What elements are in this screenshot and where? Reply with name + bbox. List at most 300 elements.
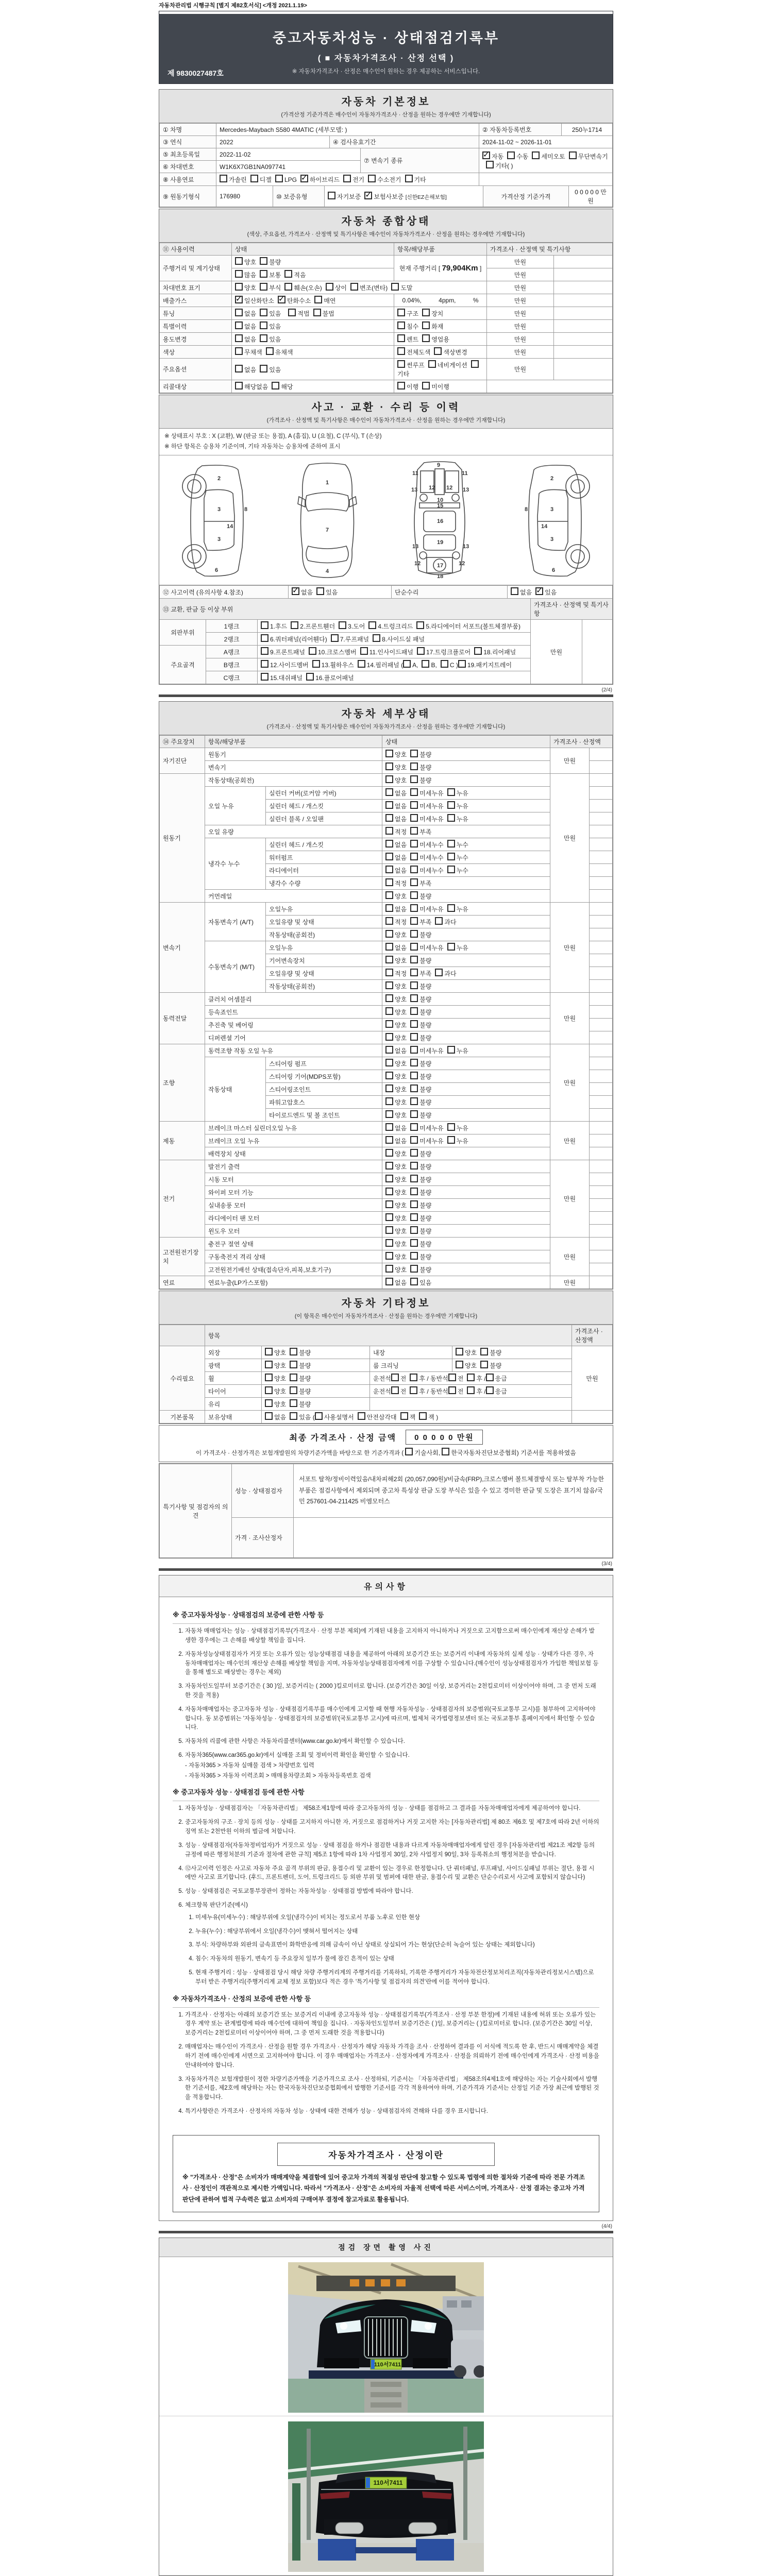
- checkbox-16.플로어패널[interactable]: [306, 673, 314, 681]
- checkbox-응급[interactable]: [486, 1374, 494, 1381]
- checkbox-전[interactable]: [391, 1386, 399, 1394]
- checkbox-미세누유[interactable]: [410, 788, 418, 796]
- checkbox-양호[interactable]: [385, 891, 393, 899]
- option-label: 양호: [395, 1189, 407, 1197]
- checkbox-미세누유[interactable]: [410, 801, 418, 809]
- option-label: 있음: [269, 366, 281, 374]
- checkbox-침수[interactable]: [397, 321, 405, 329]
- checkbox-5.라디에이터 서포트(볼트체결부품)[interactable]: [416, 621, 424, 629]
- checkbox-13.휠하우스[interactable]: [312, 660, 320, 668]
- checkbox-양호[interactable]: [385, 981, 393, 989]
- checkbox-없음[interactable]: [235, 309, 243, 316]
- inspection-record-sheet: [159, 0, 613, 2576]
- price-blank: [590, 825, 613, 838]
- checkbox-양호[interactable]: [385, 1213, 393, 1221]
- checkbox-미세누유[interactable]: [410, 1136, 418, 1144]
- row-label: 실린더 커버(로커암 커버): [266, 787, 382, 800]
- option-label: 2.프론트휀더: [300, 623, 335, 631]
- checkbox-있음[interactable]: [260, 321, 267, 329]
- checkbox-양호[interactable]: [265, 1348, 273, 1355]
- checkbox-네비게이션[interactable]: [428, 360, 436, 368]
- checkbox-많음[interactable]: [235, 270, 243, 278]
- exchange-parts-table: [159, 598, 613, 684]
- checkbox-미세누유[interactable]: [410, 1046, 418, 1054]
- page-marker-4: (4/4): [601, 2223, 612, 2229]
- option-label: 불량: [419, 1086, 432, 1094]
- checkbox-불량[interactable]: [480, 1361, 488, 1368]
- row-options: [382, 851, 550, 864]
- checkbox-없음[interactable]: [292, 587, 299, 595]
- option-label: 불량: [419, 1073, 432, 1081]
- row-label: 스티어링조인트: [266, 1083, 382, 1096]
- checkbox-불량[interactable]: [410, 1059, 418, 1066]
- checkbox-양호[interactable]: [385, 1059, 393, 1066]
- option-label: 없음: [301, 589, 313, 597]
- checkbox-없음[interactable]: [385, 943, 393, 951]
- row-options: [382, 890, 550, 903]
- notice-subitem: 3. 부식: 차량하부와 외판의 금속표면이 화학반응에 의해 금속이 아닌 상태로 상실되어 가는 현상(단순히 녹슬어 있는 상태는 제외합니다): [195, 1941, 599, 1950]
- checkbox-응급[interactable]: [486, 1386, 494, 1394]
- sub-group-at: 자동변속기 (A/T): [205, 903, 266, 941]
- first-reg-label: ⑤ 최초등록일: [160, 148, 216, 161]
- checkbox-불량[interactable]: [410, 750, 418, 757]
- option-label: 누유: [456, 944, 468, 952]
- checkbox-양호[interactable]: [385, 1226, 393, 1234]
- checkbox-후[interactable]: [467, 1386, 475, 1394]
- price-survey-definition-box: [173, 2135, 599, 2212]
- option-label: 미세누유: [419, 1138, 444, 1145]
- accident-history-options: [289, 586, 392, 599]
- checkbox-없음[interactable]: [385, 853, 393, 860]
- price-blank: [590, 1109, 613, 1122]
- checkbox-상이[interactable]: [326, 283, 333, 291]
- checkbox-불량[interactable]: [410, 930, 418, 938]
- checkbox-부족[interactable]: [410, 917, 418, 925]
- checkbox-기타[interactable]: [471, 360, 479, 368]
- checkbox-적음[interactable]: [284, 270, 292, 278]
- checkbox-무채색[interactable]: [235, 347, 243, 355]
- row-label: 배력장치 상태: [205, 1147, 382, 1160]
- group-repair-needed: 수리필요: [160, 1346, 205, 1411]
- section-notice: [159, 1575, 613, 2221]
- checkbox-일산화탄소[interactable]: [235, 296, 243, 303]
- checkbox-렌트[interactable]: [397, 334, 405, 342]
- checkbox-무단변속기[interactable]: [569, 151, 577, 159]
- option-label: 불량: [419, 1241, 432, 1248]
- checkbox-불량[interactable]: [290, 1374, 297, 1381]
- checkbox-불량[interactable]: [410, 1162, 418, 1170]
- checkbox-양호[interactable]: [385, 750, 393, 757]
- checkbox-있음[interactable]: [260, 309, 267, 316]
- checkbox-LPG[interactable]: [275, 175, 283, 182]
- checkbox-미세누수[interactable]: [410, 840, 418, 848]
- checkbox-누유[interactable]: [447, 1123, 455, 1131]
- checkbox-양호[interactable]: [265, 1399, 273, 1407]
- checkbox-불량[interactable]: [410, 994, 418, 1002]
- row-label: 실린더 헤드 / 개스킷: [266, 838, 382, 851]
- checkbox-불량[interactable]: [290, 1399, 297, 1407]
- checkbox-6.쿼터패널(리어휀다)[interactable]: [261, 634, 268, 642]
- checkbox-부족[interactable]: [410, 827, 418, 835]
- emission-label: 배출가스: [160, 294, 232, 307]
- option-label: 미세누수: [419, 854, 444, 862]
- checkbox-전기[interactable]: [343, 175, 351, 182]
- price-blank: [590, 1031, 613, 1044]
- option-label: 양호: [395, 1099, 407, 1107]
- checkbox-과다[interactable]: [435, 969, 443, 976]
- checkbox-전[interactable]: [391, 1374, 399, 1381]
- row-label: 등속죠인트: [205, 1006, 382, 1019]
- checkbox-양호[interactable]: [265, 1386, 273, 1394]
- checkbox-수동[interactable]: [507, 151, 515, 159]
- notice-title: 유의사항: [159, 1575, 613, 1597]
- checkbox-양호[interactable]: [385, 1084, 393, 1092]
- row-label: 오일 유량: [205, 825, 382, 838]
- checkbox-불량[interactable]: [410, 775, 418, 783]
- checkbox-화재[interactable]: [422, 321, 430, 329]
- checkbox-썬루프[interactable]: [397, 360, 405, 368]
- checkbox-불량[interactable]: [410, 762, 418, 770]
- checkbox-불량[interactable]: [410, 1020, 418, 1028]
- page-marker-2: (2/4): [601, 687, 612, 693]
- checkbox-구조[interactable]: [397, 309, 405, 316]
- checkbox-양호[interactable]: [385, 1239, 393, 1247]
- basic-info-note: (가격산정 기준가격은 매수인이 자동차가격조사 · 산정을 원하는 경우에만 기재합니다): [281, 112, 491, 118]
- checkbox-누유[interactable]: [447, 904, 455, 912]
- checkbox-불량[interactable]: [290, 1348, 297, 1355]
- checkbox-19.패키지트레이[interactable]: [458, 660, 466, 668]
- checkbox-없음[interactable]: [385, 1123, 393, 1131]
- checkbox-B,[interactable]: [422, 660, 429, 668]
- checkbox-전[interactable]: [448, 1386, 456, 1394]
- checkbox-없음[interactable]: [385, 814, 393, 822]
- checkbox-C[interactable]: [441, 660, 448, 668]
- checkbox-미세누수[interactable]: [410, 853, 418, 860]
- checkbox-1.후드[interactable]: [261, 621, 268, 629]
- checkbox-가솔린[interactable]: [220, 175, 227, 182]
- option-label: 양호: [465, 1349, 477, 1357]
- main-option-sub: [394, 359, 487, 380]
- price-unit: 만원: [550, 1160, 590, 1238]
- checkbox-후[interactable]: [467, 1374, 475, 1381]
- checkbox-양호[interactable]: [385, 762, 393, 770]
- checkbox-불량[interactable]: [410, 1033, 418, 1041]
- svg-text:6: 6: [552, 567, 556, 574]
- row-options: [382, 877, 550, 890]
- checkbox-양호[interactable]: [385, 1149, 393, 1157]
- checkbox-누수[interactable]: [447, 840, 455, 848]
- checkbox-미이행[interactable]: [422, 382, 430, 389]
- checkbox-양호[interactable]: [385, 1162, 393, 1170]
- checkbox-도말[interactable]: [391, 283, 399, 291]
- checkbox-자동[interactable]: [482, 151, 490, 159]
- checkbox-없음[interactable]: [385, 840, 393, 848]
- checkbox-불량[interactable]: [410, 1175, 418, 1182]
- checkbox-적정[interactable]: [385, 827, 393, 835]
- checkbox-11.인사이드패널[interactable]: [360, 647, 368, 655]
- checkbox-양호[interactable]: [265, 1374, 273, 1381]
- checkbox-부족[interactable]: [410, 969, 418, 976]
- checkbox-하이브리드[interactable]: [300, 175, 308, 182]
- checkbox-누유[interactable]: [447, 1136, 455, 1144]
- checkbox-미세누유[interactable]: [410, 1123, 418, 1131]
- checkbox-불량[interactable]: [410, 1084, 418, 1092]
- row-label: 휠: [205, 1372, 262, 1385]
- checkbox-미세누유[interactable]: [410, 904, 418, 912]
- checkbox-불량[interactable]: [260, 257, 267, 265]
- checkbox-양호[interactable]: [385, 956, 393, 963]
- option-label: 기타( ): [495, 162, 513, 170]
- option-label: 불량: [299, 1362, 311, 1370]
- checkbox-없음[interactable]: [385, 788, 393, 796]
- checkbox-잭[interactable]: [400, 1412, 408, 1420]
- checkbox-적법[interactable]: [288, 309, 296, 316]
- checkbox-양호[interactable]: [456, 1348, 463, 1355]
- checkbox-후[interactable]: [410, 1386, 417, 1394]
- checkbox-없음[interactable]: [385, 866, 393, 873]
- checkbox-양호[interactable]: [385, 1252, 393, 1260]
- checkbox-안전삼각대[interactable]: [358, 1412, 365, 1420]
- checkbox-불량[interactable]: [410, 1097, 418, 1105]
- checkbox-없음[interactable]: [385, 904, 393, 912]
- checkbox-없음[interactable]: [511, 587, 518, 595]
- checkbox-해당없음[interactable]: [235, 382, 243, 389]
- option-label: 누수: [456, 867, 468, 875]
- option-label: 도말: [400, 284, 413, 292]
- mileage-label: 주행거리 및 계기상태: [160, 256, 232, 281]
- option-label: 5.라디에이터 서포트(볼트체결부품): [426, 623, 520, 631]
- option-label: 없음: [395, 1047, 407, 1055]
- checkbox-15.대쉬패널[interactable]: [261, 673, 268, 681]
- checkbox-유채색[interactable]: [266, 347, 274, 355]
- option-label: 무단변속기: [578, 152, 608, 160]
- price-blank: [590, 1096, 613, 1109]
- checkbox-불량[interactable]: [410, 1007, 418, 1015]
- checkbox-장치[interactable]: [422, 309, 430, 316]
- checkbox-수소전기[interactable]: [368, 175, 376, 182]
- option-label: 9.프론트패널: [270, 649, 305, 656]
- checkbox-없음[interactable]: [235, 365, 243, 372]
- checkbox-18.리어패널[interactable]: [474, 647, 482, 655]
- checkbox-12.사이드멤버[interactable]: [261, 660, 268, 668]
- inspection-photo-front: [288, 2262, 484, 2413]
- basic-items-price-blank: [572, 1411, 613, 1423]
- checkbox-양호[interactable]: [385, 1097, 393, 1105]
- checkbox-양호[interactable]: [385, 1033, 393, 1041]
- checkbox-과다[interactable]: [435, 917, 443, 925]
- row-options: [382, 838, 550, 851]
- checkbox-8.사이드실 패널[interactable]: [373, 634, 380, 642]
- checkbox-누유[interactable]: [447, 814, 455, 822]
- detail-table: [159, 735, 613, 1289]
- checkbox-적정[interactable]: [385, 878, 393, 886]
- checkbox-양호[interactable]: [235, 257, 243, 265]
- checkbox-기술사회,[interactable]: [405, 1448, 413, 1455]
- checkbox-미세누유[interactable]: [410, 814, 418, 822]
- checkbox-17.트렁크플로어[interactable]: [417, 647, 425, 655]
- checkbox-9.프론트패널[interactable]: [261, 647, 268, 655]
- engine-type-value: 176980: [216, 186, 273, 207]
- checkbox-세미오토[interactable]: [532, 151, 540, 159]
- price-unit: 만원: [550, 1044, 590, 1122]
- checkbox-양호[interactable]: [385, 1020, 393, 1028]
- checkbox-누유[interactable]: [447, 788, 455, 796]
- checkbox-기타[interactable]: [405, 175, 413, 182]
- checkbox-사용설명서[interactable]: [315, 1412, 323, 1420]
- checkbox-없음[interactable]: [235, 321, 243, 329]
- checkbox-7.루프패널[interactable]: [331, 634, 339, 642]
- notice-s1-title: ※ 중고자동차성능 · 상태점검의 보증에 관한 사항 등: [173, 1609, 599, 1624]
- checkbox-양호[interactable]: [265, 1361, 273, 1368]
- checkbox-양호[interactable]: [385, 1175, 393, 1182]
- group-high-voltage: 고전원전기장치: [160, 1238, 205, 1276]
- checkbox-불법[interactable]: [313, 309, 321, 316]
- checkbox-후[interactable]: [410, 1374, 417, 1381]
- option-label: 불량: [419, 957, 432, 965]
- svg-text:12: 12: [414, 561, 421, 567]
- checkbox-누수[interactable]: [447, 866, 455, 873]
- checkbox-양호[interactable]: [385, 775, 393, 783]
- checkbox-색상변경[interactable]: [434, 347, 442, 355]
- option-price-unit: 만원: [487, 359, 554, 380]
- option-label: 8.사이드실 패널: [382, 636, 425, 643]
- checkbox-보험사보증[interactable]: [364, 192, 372, 199]
- checkbox-불량[interactable]: [290, 1361, 297, 1368]
- checkbox-기타( )[interactable]: [486, 161, 494, 168]
- checkbox-누수[interactable]: [447, 853, 455, 860]
- checkbox-불량[interactable]: [410, 1213, 418, 1221]
- checkbox-14.필러패널[interactable]: [358, 660, 365, 668]
- option-label: 하이브리드: [309, 176, 340, 183]
- price-survey-note: ※ 자동차가격조사 · 산정은 매수인이 원하는 경우 제공하는 서비스입니다.: [292, 69, 480, 75]
- option-label: 없음: [244, 366, 257, 374]
- checkbox-한국자동차진단보증협회) 기준서를 적용하였음[interactable]: [442, 1448, 449, 1455]
- notice-subitem: 2. 누유(누수) : 해당부위에서 오일(냉각수)이 맺혀서 떨어지는 상태: [195, 1927, 599, 1937]
- checkbox-적정[interactable]: [385, 917, 393, 925]
- checkbox-2.프론트휀더[interactable]: [291, 621, 298, 629]
- svg-text:8: 8: [244, 506, 248, 513]
- checkbox-누유[interactable]: [447, 801, 455, 809]
- checkbox-불량[interactable]: [410, 1226, 418, 1234]
- checkbox-해당[interactable]: [272, 382, 279, 389]
- option-label: LPG: [284, 176, 297, 183]
- checkbox-이행[interactable]: [397, 382, 405, 389]
- checkbox-불량[interactable]: [410, 956, 418, 963]
- checkbox-있음[interactable]: [260, 334, 267, 342]
- checkbox-4.트렁크리드[interactable]: [368, 621, 376, 629]
- checkbox-불량[interactable]: [410, 1149, 418, 1157]
- option-label: 6.쿼터패널(리어휀다): [270, 636, 327, 643]
- checkbox-적정[interactable]: [385, 969, 393, 976]
- option-label: 미세누유: [419, 1125, 444, 1132]
- checkbox-양호[interactable]: [385, 1007, 393, 1015]
- checkbox-없음[interactable]: [385, 1046, 393, 1054]
- notice-item: 6. 자동차365(www.car365.go.kr)에서 실매물 조회 및 정비이력 확인을 확인할 수 있습니다. - 자동차365 > 자동차 실매물 검색 > 차량번호 입력 - 자동차365 > 자동차 이력조회 > 매매용차량조회 > 자동차등록번호 검색: [185, 1751, 599, 1781]
- checkbox-없음[interactable]: [385, 1136, 393, 1144]
- checkbox-미세누수[interactable]: [410, 866, 418, 873]
- checkbox-양호[interactable]: [385, 930, 393, 938]
- checkbox-불량[interactable]: [410, 1072, 418, 1079]
- checkbox-있음[interactable]: [290, 1412, 297, 1420]
- checkbox-양호[interactable]: [235, 283, 243, 291]
- checkbox-양호[interactable]: [385, 1188, 393, 1195]
- glass-blank: [370, 1398, 572, 1411]
- checkbox-있음[interactable]: [410, 1278, 418, 1285]
- checkbox-양호[interactable]: [385, 1200, 393, 1208]
- checkbox-없음[interactable]: [385, 801, 393, 809]
- checkbox-불량[interactable]: [410, 1110, 418, 1118]
- checkbox-양호[interactable]: [385, 1110, 393, 1118]
- mileage-amount-options: [232, 268, 394, 281]
- checkbox-없음[interactable]: [265, 1412, 273, 1420]
- checkbox-3.도어[interactable]: [339, 621, 346, 629]
- car-side-right-diagram: [503, 460, 606, 581]
- checkbox-불량[interactable]: [410, 1265, 418, 1273]
- checkbox-있음[interactable]: [316, 587, 324, 595]
- option-label: 자동: [492, 152, 504, 160]
- checkbox-전[interactable]: [448, 1374, 456, 1381]
- checkbox-매연[interactable]: [314, 296, 322, 303]
- checkbox-불량[interactable]: [480, 1348, 488, 1355]
- row-options: [382, 864, 550, 877]
- checkbox-불량[interactable]: [410, 981, 418, 989]
- checkbox-탄화수소[interactable]: [278, 296, 285, 303]
- svg-text:18: 18: [437, 573, 444, 580]
- checkbox-없음[interactable]: [235, 334, 243, 342]
- checkbox-전체도색[interactable]: [397, 347, 405, 355]
- checkbox-불량[interactable]: [410, 1252, 418, 1260]
- checkbox-있음[interactable]: [260, 365, 267, 372]
- option-label: 구조: [407, 310, 419, 317]
- checkbox-부족[interactable]: [410, 878, 418, 886]
- option-label: 양호: [395, 1035, 407, 1042]
- checkbox-10.크로스멤버[interactable]: [309, 647, 316, 655]
- checkbox-변조(변타)[interactable]: [350, 283, 358, 291]
- checkbox-불량[interactable]: [410, 1239, 418, 1247]
- checkbox-누유[interactable]: [447, 943, 455, 951]
- checkbox-누유[interactable]: [447, 1046, 455, 1054]
- option-label: 미세누유: [419, 816, 444, 823]
- checkbox-A,[interactable]: [403, 660, 411, 668]
- checkbox-불량[interactable]: [410, 1188, 418, 1195]
- row-label: 커먼레일: [205, 890, 382, 903]
- option-label: 전: [400, 1388, 407, 1396]
- checkbox-있음[interactable]: [535, 587, 543, 595]
- checkbox-영업용[interactable]: [422, 334, 430, 342]
- checkbox-양호[interactable]: [385, 1265, 393, 1273]
- price-blank: [590, 1186, 613, 1199]
- checkbox-디젤[interactable]: [250, 175, 258, 182]
- checkbox-양호[interactable]: [456, 1361, 463, 1368]
- checkbox-불량[interactable]: [410, 1200, 418, 1208]
- checkbox-양호[interactable]: [385, 1072, 393, 1079]
- checkbox-부식[interactable]: [260, 283, 267, 291]
- checkbox-불량[interactable]: [290, 1386, 297, 1394]
- checkbox-없음[interactable]: [385, 1278, 393, 1285]
- checkbox-불량[interactable]: [410, 891, 418, 899]
- checkbox-자기보증[interactable]: [328, 192, 335, 199]
- checkbox-보통[interactable]: [260, 270, 267, 278]
- option-label: 화재: [431, 323, 444, 330]
- checkbox-미세누유[interactable]: [410, 943, 418, 951]
- current-mileage: 현재 주행거리 [ 79,904Km ]: [394, 256, 487, 281]
- checkbox-잭[interactable]: [419, 1412, 427, 1420]
- special-price-blank: [554, 320, 613, 333]
- option-label: 많음: [244, 272, 257, 279]
- svg-text:17: 17: [437, 563, 444, 569]
- checkbox-훼손(오손)[interactable]: [284, 283, 292, 291]
- checkbox-양호[interactable]: [385, 994, 393, 1002]
